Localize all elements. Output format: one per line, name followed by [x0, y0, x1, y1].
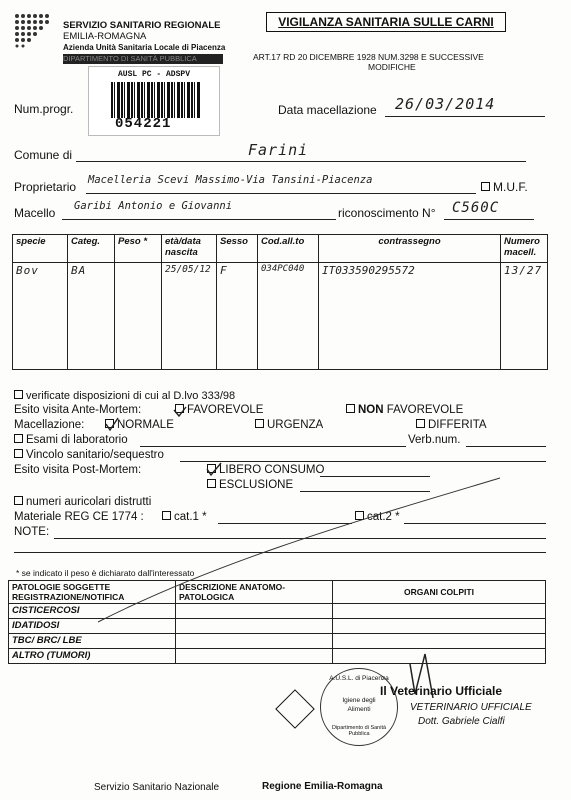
libero-consumo-option[interactable] — [207, 464, 324, 476]
muf-checkbox[interactable] — [481, 180, 528, 194]
official-stamp — [320, 668, 398, 746]
non-favorevole-label: FAVOREVOLE — [383, 404, 464, 416]
path-row-label: IDATIDOSI — [9, 619, 176, 634]
org-region: EMILIA-ROMAGNA — [63, 31, 147, 42]
cell-eta: 25/05/12 — [162, 263, 217, 370]
col-peso: Peso * — [115, 235, 162, 263]
stamp-mid-1: Igiene degli — [342, 697, 376, 704]
form-subtitle-2: MODIFICHE — [368, 62, 416, 72]
path-col-2: DESCRIZIONE ANATOMO-PATOLOGICA — [176, 581, 333, 604]
signature-title-2: VETERINARIO UFFICIALE — [410, 702, 532, 713]
normale-option[interactable] — [105, 419, 174, 431]
comune-label: Comune di — [14, 148, 73, 162]
esclusione-option[interactable] — [207, 479, 293, 491]
macellazione-label: Macellazione: — [14, 419, 85, 431]
cell-codallto: 034PC040 — [258, 263, 319, 370]
non-favorevole-option[interactable] — [346, 404, 463, 416]
col-contrassegno: contrassegno — [319, 235, 501, 263]
esclusione-label: ESCLUSIONE — [219, 479, 294, 491]
footer-regione: Regione Emilia-Romagna — [262, 781, 383, 792]
table-row — [13, 263, 548, 370]
muf-label: M.U.F. — [493, 180, 528, 194]
form-title: VIGILANZA SANITARIA SULLE CARNI — [266, 12, 506, 32]
differita-option[interactable] — [416, 419, 487, 431]
verb-label: Verb.num. — [408, 434, 461, 446]
barcode-label: AUSL PC - ADSPV — [117, 70, 190, 79]
cell-sesso: F — [217, 263, 258, 370]
form-subtitle: ART.17 RD 20 DICEMBRE 1928 NUM.3298 E SUCCESSIVE — [253, 52, 484, 62]
verificate-row[interactable] — [14, 390, 235, 402]
macello-label: Macello — [14, 206, 56, 220]
vincolo-row[interactable] — [14, 449, 164, 461]
urgenza-option[interactable] — [255, 419, 323, 431]
stamp-top: A.U.S.L. di Piacenza — [329, 675, 389, 682]
cell-contrassegno: IT033590295572 — [319, 263, 501, 370]
data-macellazione-value[interactable]: 26/03/2014 — [395, 95, 496, 113]
cell-numero-macell: 13/27 — [501, 263, 548, 370]
riconoscimento-value[interactable]: C560C — [452, 200, 500, 216]
path-row-label: TBC/ BRC/ LBE — [9, 634, 176, 649]
table-row — [9, 604, 546, 619]
footer-ssn: Servizio Sanitario Nazionale — [94, 782, 220, 793]
riconoscimento-label: riconoscimento N° — [338, 206, 436, 220]
pathology-table — [8, 580, 546, 664]
esami-label: Esami di laboratorio — [26, 434, 128, 446]
org-dept: DIPARTIMENTO DI SANITÀ PUBBLICA — [63, 54, 223, 64]
normale-label: NORMALE — [117, 419, 174, 431]
differita-label: DIFFERITA — [428, 419, 487, 431]
macello-value[interactable]: Garibi Antonio e Giovanni — [74, 200, 233, 212]
signature-title: Il Veterinario Ufficiale — [380, 684, 503, 698]
col-categ: Categ. — [68, 235, 115, 263]
footnote: * se indicato il peso è dichiarato dall'interessato — [16, 568, 195, 578]
path-col-1: PATOLOGIE SOGGETTE REGISTRAZIONE/NOTIFICA — [9, 581, 176, 604]
barcode-number: 054221 — [115, 116, 172, 132]
table-row — [9, 649, 546, 664]
path-col-3: ORGANI COLPITI — [333, 581, 546, 604]
favorevole-option[interactable] — [175, 404, 263, 416]
col-numero-macell: Numero macell. — [501, 235, 548, 263]
org-ausl: Azienda Unità Sanitaria Locale di Piacenza — [63, 43, 226, 52]
cat1-label: cat.1 * — [174, 511, 207, 523]
favorevole-label: FAVOREVOLE — [187, 404, 264, 416]
col-codallto: Cod.all.to — [258, 235, 319, 263]
cell-specie: Bov — [13, 263, 68, 370]
stamp-bottom: Dipartimento di Sanità Pubblica — [331, 725, 387, 737]
org-name: SERVIZIO SANITARIO REGIONALE — [63, 20, 221, 31]
proprietario-label: Proprietario — [14, 180, 77, 194]
esami-row[interactable] — [14, 434, 128, 446]
note-label: NOTE: — [14, 526, 50, 538]
path-row-label: CISTICERCOSI — [9, 604, 176, 619]
comune-value[interactable]: Farini — [248, 141, 309, 159]
verificate-label: verificate disposizioni di cui al D.lvo 333/98 — [26, 390, 236, 402]
cat2-label: cat.2 * — [367, 511, 400, 523]
libero-consumo-label: LIBERO CONSUMO — [219, 464, 325, 476]
ausl-logo — [13, 12, 57, 48]
barcode-bars — [111, 82, 201, 118]
animal-table — [12, 234, 548, 370]
num-progr-label: Num.progr. — [14, 102, 74, 116]
materiale-label: Materiale REG CE 1774 : — [14, 511, 144, 523]
barcode-sticker — [88, 66, 220, 136]
col-eta: età/data nascita — [162, 235, 217, 263]
table-row — [9, 634, 546, 649]
non-label: NON — [358, 404, 384, 416]
cat1-option[interactable] — [162, 511, 207, 523]
cell-peso — [115, 263, 162, 370]
col-specie: specie — [13, 235, 68, 263]
vincolo-label: Vincolo sanitario/sequestro — [26, 449, 164, 461]
proprietario-value[interactable]: Macelleria Scevi Massimo-Via Tansini-Piacenza — [88, 174, 373, 186]
col-sesso: Sesso — [217, 235, 258, 263]
auricolari-row[interactable] — [14, 496, 151, 508]
cell-categ: BA — [68, 263, 115, 370]
post-mortem-label: Esito visita Post-Mortem: — [14, 464, 142, 476]
diamond-mark — [275, 689, 315, 729]
path-row-label: ALTRO (TUMORI) — [9, 649, 176, 664]
ante-mortem-label: Esito visita Ante-Mortem: — [14, 404, 142, 416]
auricolari-label: numeri auricolari distrutti — [26, 496, 152, 508]
cat2-option[interactable] — [355, 511, 400, 523]
stamp-mid-2: Alimenti — [347, 706, 371, 713]
data-macellazione-label: Data macellazione — [278, 103, 377, 117]
urgenza-label: URGENZA — [267, 419, 324, 431]
table-row — [9, 619, 546, 634]
signature-name: Dott. Gabriele Cialfi — [418, 716, 505, 727]
